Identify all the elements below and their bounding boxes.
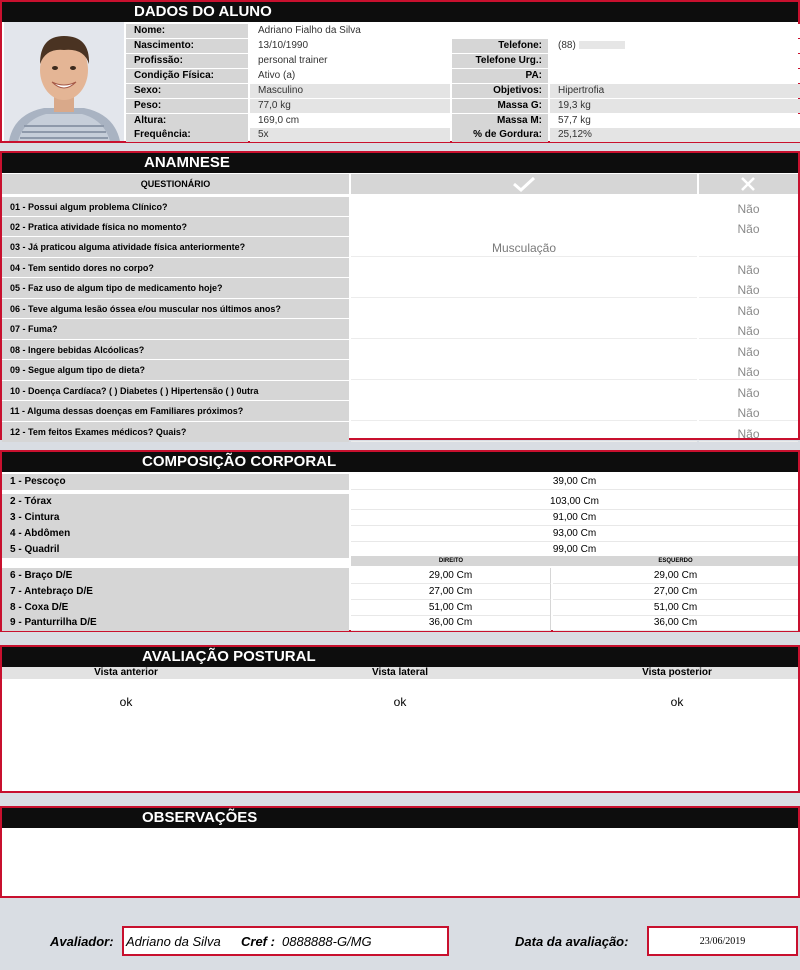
telefone-label: Telefone: [452, 39, 548, 53]
dados-row-sexo [126, 84, 800, 98]
comp-direito-value: 27,00 Cm [351, 584, 551, 600]
postural-title: AVALIAÇÃO POSTURAL [142, 648, 316, 665]
anamnese-row [2, 277, 798, 297]
gordura-value: 25,12% [550, 128, 800, 142]
comp-row [2, 474, 798, 490]
massa-g-value: 19,3 kg [550, 99, 800, 113]
vista-anterior-value: ok [119, 695, 133, 709]
answer-yes-cell[interactable]: Musculação [351, 237, 697, 257]
comp-row [2, 494, 798, 510]
massa-g-label: Massa G: [452, 99, 548, 113]
avaliador-value: Adriano da Silva [126, 934, 221, 949]
comp-value: 103,00 Cm [351, 494, 798, 510]
frequencia-value: 5x [250, 128, 450, 142]
dados-row-profissao [126, 54, 800, 68]
direito-label: DIREITO [438, 558, 464, 564]
answer-yes-cell[interactable] [351, 258, 697, 278]
anamnese-row [2, 318, 798, 338]
comp-label: 4 - Abdômen [2, 526, 349, 542]
telefone-urg-value [550, 54, 800, 68]
dados-row-altura [126, 114, 800, 128]
pa-label: PA: [452, 69, 548, 83]
answer-no-cell[interactable]: Não [699, 217, 798, 237]
comp-row [2, 526, 798, 542]
dados-row-nome [126, 24, 800, 38]
answer-yes-cell[interactable] [351, 401, 697, 421]
question-label: 01 - Possui algum problema Clínico? [2, 197, 349, 217]
vista-posterior-value: ok [670, 695, 684, 709]
comp-esquerdo-value: 27,00 Cm [553, 584, 798, 600]
anamnese-row [2, 236, 798, 256]
anamnese-row [2, 339, 798, 359]
profissao-label: Profissão: [126, 54, 248, 68]
objetivos-value: Hipertrofia [550, 84, 800, 98]
question-label: 04 - Tem sentido dores no corpo? [2, 258, 349, 278]
check-icon [512, 176, 536, 192]
comp-value: 91,00 Cm [351, 510, 798, 526]
question-label: 10 - Doença Cardíaca? ( ) Diabetes ( ) Hipertensão ( ) 0utra [2, 381, 349, 401]
massa-m-value: 57,7 kg [550, 114, 800, 128]
answer-no-cell[interactable]: Não [699, 401, 798, 421]
answer-yes-cell[interactable] [351, 422, 697, 442]
nome-value: Adriano Fialho da Silva [250, 24, 800, 38]
question-label: 07 - Fuma? [2, 319, 349, 339]
comp-label: 9 - Panturrilha D/E [2, 615, 349, 631]
dados-row-condicao [126, 69, 800, 83]
question-label: 09 - Segue algum tipo de dieta? [2, 360, 349, 380]
condicao-label: Condição Física: [126, 69, 248, 83]
question-label: 08 - Ingere bebidas Alcóolicas? [2, 340, 349, 360]
comp-label: 8 - Coxa D/E [2, 600, 349, 616]
answer-yes-cell[interactable] [351, 299, 697, 319]
answer-yes-cell[interactable] [351, 278, 697, 298]
questionario-header [2, 174, 798, 194]
cref-label: Cref : [241, 934, 275, 949]
comp-esquerdo-value: 36,00 Cm [553, 615, 798, 631]
observacoes-field[interactable] [2, 828, 798, 896]
profissao-value: personal trainer [250, 54, 450, 68]
student-photo [4, 22, 124, 141]
comp-direito-value: 36,00 Cm [351, 615, 551, 631]
postural-section [0, 645, 800, 793]
answer-no-cell[interactable]: Não [699, 258, 798, 278]
comp-label: 3 - Cintura [2, 510, 349, 526]
answer-no-cell[interactable]: Não [699, 340, 798, 360]
postural-header [2, 647, 798, 667]
answer-yes-cell[interactable] [351, 217, 697, 237]
anamnese-header [2, 153, 798, 173]
question-label: 12 - Tem feitos Exames médicos? Quais? [2, 422, 349, 442]
answer-yes-cell[interactable] [351, 340, 697, 360]
avaliador-field[interactable] [122, 926, 449, 956]
altura-value: 169,0 cm [250, 114, 450, 128]
dados-section [0, 0, 800, 143]
frequencia-label: Frequência: [126, 128, 248, 142]
composicao-title: COMPOSIÇÃO CORPORAL [142, 453, 337, 470]
altura-label: Altura: [126, 114, 248, 128]
vista-lateral-label: Vista lateral [372, 667, 428, 678]
gordura-label: % de Gordura: [452, 128, 548, 142]
anamnese-row [2, 298, 798, 318]
avaliador-label: Avaliador: [50, 934, 114, 949]
anamnese-row [2, 257, 798, 277]
comp-label: 5 - Quadril [2, 542, 349, 558]
nome-label: Nome: [126, 24, 248, 38]
dados-row-peso [126, 99, 800, 113]
data-avaliacao-field[interactable] [647, 926, 798, 956]
answer-no-cell[interactable]: Não [699, 360, 798, 380]
anamnese-row [2, 400, 798, 420]
anamnese-row [2, 421, 798, 441]
comp-direito-value: 29,00 Cm [351, 568, 551, 584]
comp-paired-row [2, 568, 798, 584]
anamnese-row [2, 359, 798, 379]
answer-no-cell[interactable]: Não [699, 278, 798, 298]
nascimento-value: 13/10/1990 [250, 39, 450, 53]
comp-esquerdo-value: 29,00 Cm [553, 568, 798, 584]
peso-value: 77,0 kg [250, 99, 450, 113]
dados-row-nascimento [126, 39, 800, 53]
comp-row [2, 510, 798, 526]
question-label: 02 - Pratica atividade física no momento? [2, 217, 349, 237]
vista-posterior-label: Vista posterior [642, 667, 712, 678]
observacoes-title: OBSERVAÇÕES [142, 809, 258, 826]
cross-icon [740, 177, 756, 191]
objetivos-label: Objetivos: [452, 84, 548, 98]
question-label: 05 - Faz uso de algum tipo de medicamento hoje? [2, 278, 349, 298]
cref-value: 0888888-G/MG [282, 934, 372, 949]
observacoes-header [2, 808, 798, 828]
pa-value [550, 69, 800, 83]
comp-value: 39,00 Cm [351, 474, 798, 490]
vista-lateral-value: ok [393, 695, 407, 709]
data-avaliacao-label: Data da avaliação: [515, 934, 629, 949]
condicao-value: Ativo (a) [250, 69, 450, 83]
answer-yes-cell[interactable] [351, 197, 697, 217]
comp-paired-row [2, 615, 798, 631]
anamnese-title: ANAMNESE [144, 154, 230, 171]
anamnese-row [2, 196, 798, 216]
questionario-label: QUESTIONÁRIO [140, 179, 211, 189]
comp-label: 6 - Braço D/E [2, 568, 349, 584]
anamnese-row [2, 216, 798, 236]
telefone-value: (88) [550, 39, 800, 53]
comp-value: 93,00 Cm [351, 526, 798, 542]
answer-no-cell[interactable]: Não [699, 381, 798, 401]
comp-label: 2 - Tórax [2, 494, 349, 510]
observacoes-section [0, 806, 800, 898]
sexo-value: Masculino [250, 84, 450, 98]
data-avaliacao-value: 23/06/2019 [699, 936, 746, 947]
answer-no-cell[interactable]: Não [699, 422, 798, 442]
comp-paired-row [2, 584, 798, 600]
question-label: 03 - Já praticou alguma atividade física anteriormente? [2, 237, 349, 257]
dados-row-frequencia [126, 128, 800, 142]
comp-esquerdo-value: 51,00 Cm [553, 600, 798, 616]
direito-esquerdo-header [351, 556, 798, 566]
peso-label: Peso: [126, 99, 248, 113]
answer-no-cell[interactable]: Não [699, 197, 798, 217]
answer-yes-cell[interactable] [351, 360, 697, 380]
answer-yes-cell[interactable] [351, 381, 697, 401]
answer-no-cell[interactable]: Não [699, 299, 798, 319]
sexo-label: Sexo: [126, 84, 248, 98]
dados-header [2, 2, 798, 22]
comp-paired-row [2, 600, 798, 616]
composicao-header [2, 452, 798, 472]
massa-m-label: Massa M: [452, 114, 548, 128]
answer-no-cell[interactable]: Não [699, 319, 798, 339]
nascimento-label: Nascimento: [126, 39, 248, 53]
telefone-urg-label: Telefone Urg.: [452, 54, 548, 68]
question-label: 11 - Alguma dessas doenças em Familiares próximos? [2, 401, 349, 421]
comp-value: 99,00 Cm [351, 542, 798, 558]
anamnese-row [2, 380, 798, 400]
comp-label: 1 - Pescoço [2, 474, 349, 490]
answer-yes-cell[interactable] [351, 319, 697, 339]
question-label: 06 - Teve alguma lesão óssea e/ou muscular nos últimos anos? [2, 299, 349, 319]
comp-label: 7 - Antebraço D/E [2, 584, 349, 600]
dados-title: DADOS DO ALUNO [134, 3, 272, 20]
composicao-section [0, 450, 800, 632]
esquerdo-label: ESQUERDO [658, 558, 693, 564]
vista-anterior-label: Vista anterior [94, 667, 158, 678]
anamnese-section [0, 151, 800, 440]
comp-direito-value: 51,00 Cm [351, 600, 551, 616]
answer-no-cell[interactable] [699, 237, 798, 257]
